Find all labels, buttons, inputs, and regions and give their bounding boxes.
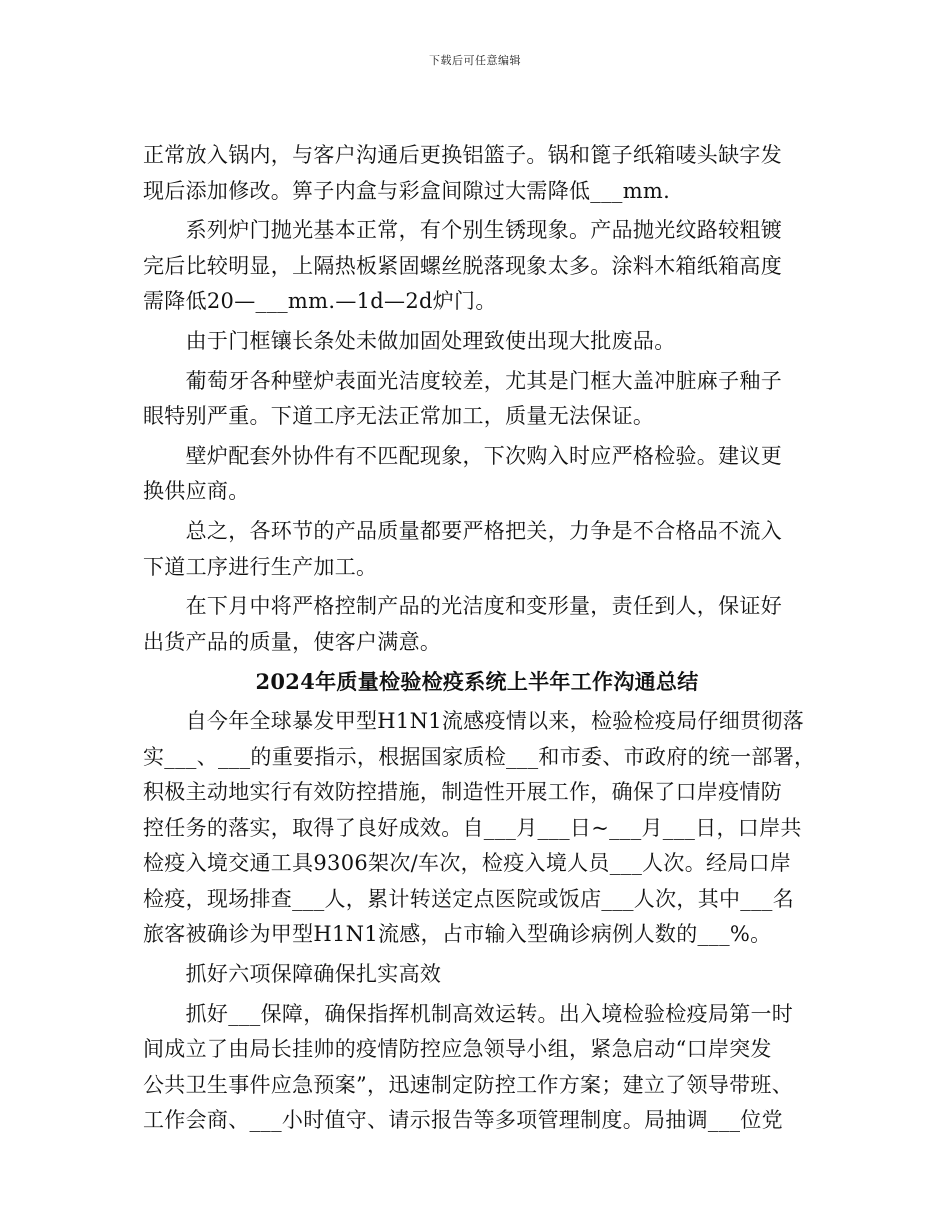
paragraph-line: 抓好六项保障确保扎实高效 — [143, 962, 442, 987]
paragraph-line: 需降低20—___mm.—1d—2d炉门。 — [143, 289, 497, 314]
paragraph-line: 换供应商。 — [143, 479, 250, 504]
paragraph-line: 完后比较明显，上隔热板紧固螺丝脱落现象太多。涂料木箱纸箱高度 — [143, 253, 782, 278]
paragraph — [143, 514, 811, 585]
paragraph-line: 旅客被确诊为甲型H1N1流感，占市输入型确诊病例人数的___%。 — [143, 922, 772, 947]
paragraph-line: 间成立了由局长挂帅的疫情防控应急领导小组，紧急启动“口岸突发 — [143, 1037, 772, 1062]
paragraph — [143, 997, 811, 1139]
document-body — [143, 138, 816, 1143]
paragraph — [143, 704, 816, 953]
paragraph — [143, 589, 811, 660]
paragraph-line: 控任务的落实，取得了良好成效。自___月___日~___月___日，口岸共 — [143, 815, 802, 840]
paragraph-line: 积极主动地实行有效防控措施，制造性开展工作，确保了口岸疫情防 — [143, 780, 782, 805]
paragraphs-before-title — [143, 138, 811, 660]
paragraph — [143, 138, 811, 209]
page-header: 下载后可任意编辑 — [429, 54, 521, 67]
paragraph-line: 出货产品的质量，使客户满意。 — [143, 629, 442, 654]
paragraph — [143, 439, 811, 510]
paragraph-line: 现后添加修改。箅子内盒与彩盒间隙过大需降低___mm. — [143, 178, 671, 203]
paragraphs-after-title — [143, 704, 816, 1139]
paragraph-line: 系列炉门抛光基本正常，有个别生锈现象。产品抛光纹路较粗镀 — [143, 218, 782, 243]
section-title: 2024年质量检验检疫系统上半年工作沟通总结 — [255, 669, 699, 695]
paragraph — [143, 213, 811, 320]
paragraph-line: 壁炉配套外协件有不匹配现象，下次购入时应严格检验。建议更 — [143, 443, 782, 468]
paragraph-line: 在下月中将严格控制产品的光洁度和变形量，责任到人，保证好 — [143, 594, 782, 619]
paragraph — [143, 957, 811, 993]
paragraph — [143, 324, 811, 360]
paragraph-line: 下道工序进行生产加工。 — [143, 554, 378, 579]
paragraph-line: 检疫，现场排查___人，累计转送定点医院或饭店___人次，其中___名 — [143, 886, 794, 911]
paragraph-line: 自今年全球暴发甲型H1N1流感疫情以来，检验检疫局仔细贯彻落 — [143, 708, 805, 733]
paragraph — [143, 364, 811, 435]
paragraph-line: 抓好___保障，确保指挥机制高效运转。出入境检验检疫局第一时 — [143, 1001, 794, 1026]
paragraph-line: 公共卫生事件应急预案”，迅速制定防控工作方案；建立了领导带班、 — [143, 1072, 794, 1097]
paragraph-line: 正常放入锅内，与客户沟通后更换铝篮子。锅和篦子纸箱唛头缺字发 — [143, 143, 782, 167]
paragraph-line: 实___、___的重要指示，根据国家质检___和市委、市政府的统一部署， — [143, 744, 816, 769]
paragraph-line: 总之，各环节的产品质量都要严格把关，力争是不合格品不流入 — [143, 518, 782, 543]
paragraph-line: 由于门框镶长条处未做加固处理致使出现大批废品。 — [143, 328, 676, 353]
paragraph-line: 葡萄牙各种壁炉表面光洁度较差，尤其是门框大盖冲脏麻子釉子 — [143, 368, 782, 393]
paragraph-line: 眼特别严重。下道工序无法正常加工，质量无法保证。 — [143, 404, 655, 429]
paragraph-line: 检疫入境交通工具9306架次/车次，检疫入境人员___人次。经局口岸 — [143, 851, 792, 876]
paragraph-line: 工作会商、___小时值守、请示报告等多项管理制度。局抽调___位党 — [143, 1108, 783, 1133]
